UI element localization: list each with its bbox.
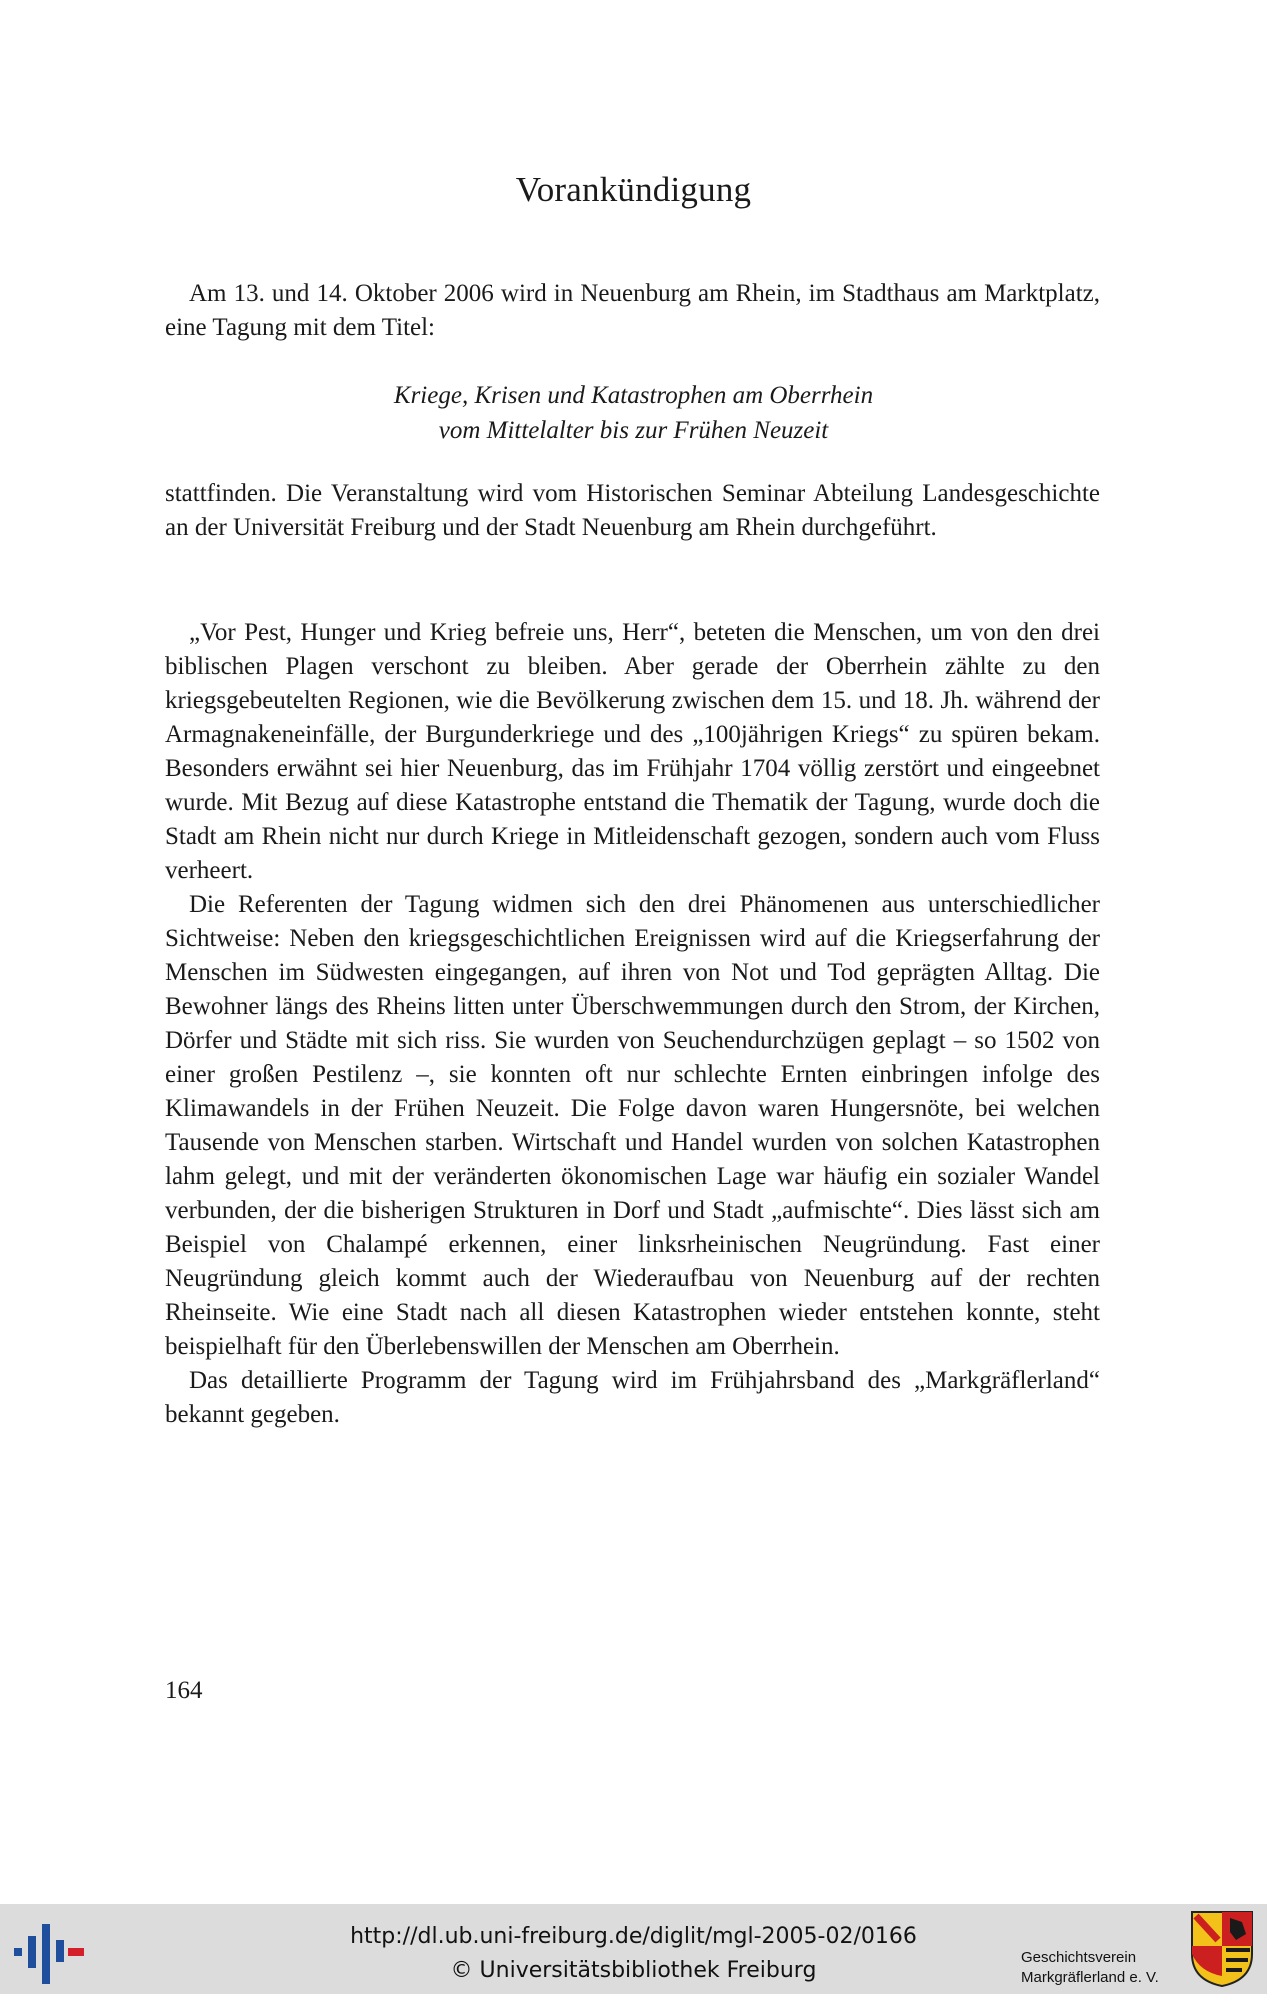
- society-line2: Markgräflerland e. V.: [1021, 1969, 1159, 1986]
- body-text: [165, 616, 1100, 1432]
- intro-paragraph: [165, 277, 1100, 345]
- page-number: 164: [165, 1677, 203, 1704]
- conference-title-line2: vom Mittelalter bis zur Frühen Neuzeit: [438, 417, 829, 444]
- conference-title: [0, 378, 1267, 448]
- page-title: Vorankündigung: [515, 170, 752, 209]
- after-title-text: stattfinden. Die Veranstaltung wird vom Historischen Seminar Abteilung Landesgeschichte an der Universität Freiburg und der Stadt Neuenburg am Rhein durchgeführt.: [165, 480, 1100, 541]
- body-paragraph-1: „Vor Pest, Hunger und Krieg befreie uns, Herr“, beteten die Menschen, um von den drei biblischen Plagen verschont zu bleiben. Aber gerade der Oberrhein zählte zu den kriegsgebeutelten Regionen, wie die Bevölkerung zwischen dem 15. und 18. Jh. während der Armagnakeneinfälle, der Burgunderkriege und des „100jährigen Kriegs“ zu spüren bekam. Besonders erwähnt sei hier Neuenburg, das im Frühjahr 1704 völlig zerstört und eingeebnet wurde. Mit Bezug auf diese Katastrophe entstand die Thematik der Tagung, wurde doch die Stadt am Rhein nicht nur durch Kriege in Mitleidenschaft gezogen, sondern auch vom Fluss verheert.: [165, 619, 1100, 884]
- coat-of-arms-icon: [1190, 1910, 1254, 1988]
- after-title-paragraph: [165, 477, 1100, 545]
- conference-title-line1: Kriege, Krisen und Katastrophen am Oberrhein: [393, 382, 874, 409]
- society-line1: Geschichtsverein: [1021, 1949, 1137, 1966]
- society-name: [1021, 1948, 1159, 1988]
- footer-bar: [0, 1904, 1267, 1994]
- copyright-text: © Universitätsbibliothek Freiburg: [450, 1958, 817, 1983]
- body-paragraph-2: Die Referenten der Tagung widmen sich den drei Phänomenen aus unterschiedlicher Sichtweise: Neben den kriegsgeschichtlichen Ereignissen wird auf die Kriegserfahrung der Menschen im Südwesten eingegangen, auf ihren von Not und Tod geprägten Alltag. Die Bewohner längs des Rheins litten unter Überschwemmungen durch den Strom, der Kirchen, Dörfer und Städte mit sich riss. Sie wurden von Seuchendurchzügen geplagt – so 1502 von einer großen Pestilenz –, sie konnten oft nur schlechte Ernten einbringen infolge des Klimawandels in der Frühen Neuzeit. Die Folge davon waren Hungersnöte, bei welchen Tausende von Menschen starben. Wirtschaft und Handel wurden von solchen Katastrophen lahm gelegt, und mit der veränderten ökonomischen Lage war häufig ein sozialer Wandel verbunden, der die bisherigen Strukturen in Dorf und Stadt „aufmischte“. Dies lässt sich am Beispiel von Chalampé erkennen, einer linksrheinischen Neugründung. Fast einer Neugründung gleich kommt auch der Wiederaufbau von Neuenburg auf der rechten Rheinseite. Wie eine Stadt nach all diesen Katastrophen wieder entstehen konnte, steht beispielhaft für den Überlebenswillen der Menschen am Oberrhein.: [165, 891, 1100, 1360]
- intro-text: Am 13. und 14. Oktober 2006 wird in Neuenburg am Rhein, im Stadthaus am Marktplatz, eine Tagung mit dem Titel:: [165, 280, 1100, 341]
- body-paragraph-3: Das detaillierte Programm der Tagung wird im Frühjahrsband des „Markgräflerland“ bekannt gegeben.: [165, 1367, 1100, 1428]
- source-url-link[interactable]: http://dl.ub.uni-freiburg.de/diglit/mgl-2005-02/0166: [350, 1924, 917, 1949]
